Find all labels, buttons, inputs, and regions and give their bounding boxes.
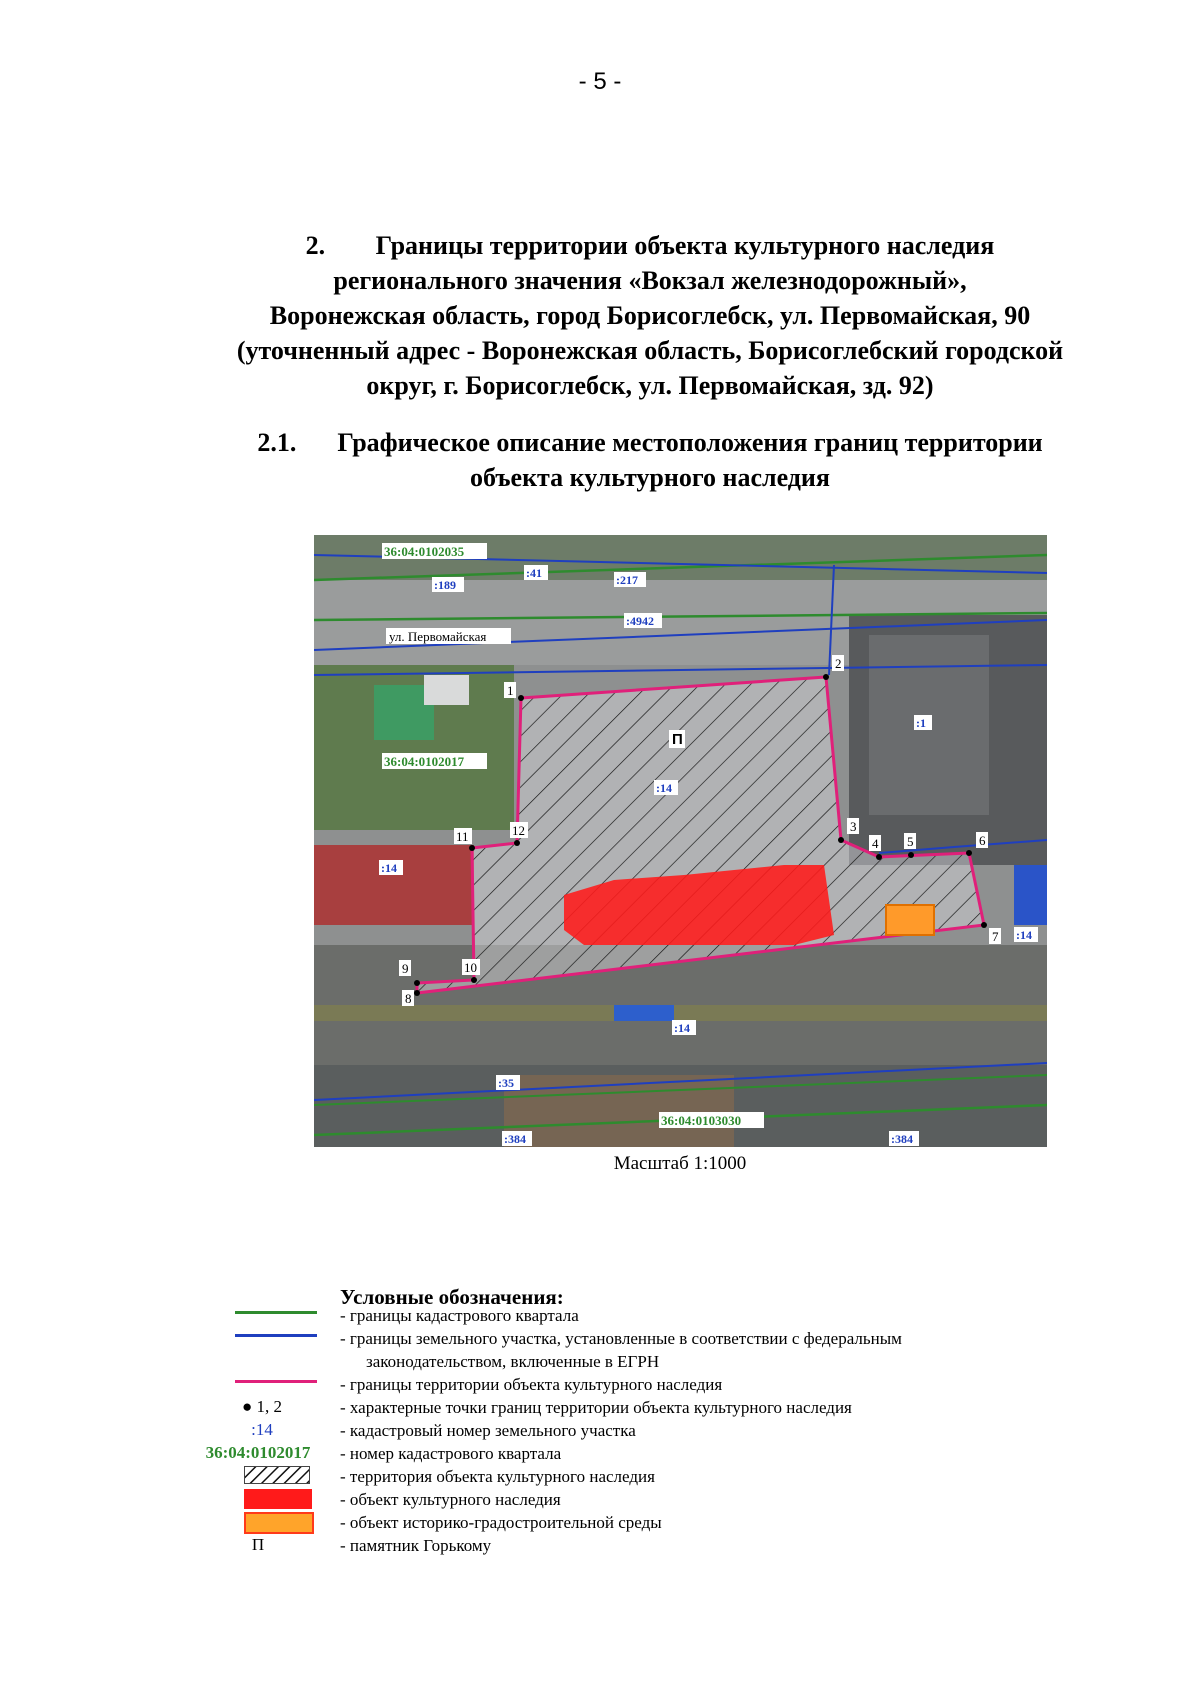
point-label-12: 12 xyxy=(512,823,525,838)
legend-row-heritage-object: - объект культурного наследия xyxy=(200,1488,1100,1511)
section-2-line-2: регионального значения «Вокзал железнодорожный», xyxy=(333,266,967,295)
parcel-label-41: :41 xyxy=(526,566,542,580)
quarter-label-2: 36:04:0102017 xyxy=(384,754,465,769)
monument-label: П xyxy=(672,731,683,748)
point-label-8: 8 xyxy=(405,991,412,1006)
green-line-symbol xyxy=(235,1311,317,1314)
legend-row-parcel-number: :14 - кадастровый номер земельного участка xyxy=(200,1419,1100,1442)
legend-row-hatch: - территория объекта культурного наследия xyxy=(200,1465,1100,1488)
legend-row-quarter-number: 36:04:0102017 - номер кадастрового квартала xyxy=(200,1442,1100,1465)
legend-row-historic-env: - объект историко-градостроительной среды xyxy=(200,1511,1100,1534)
parcel-label-14-right: :14 xyxy=(1016,928,1032,942)
street-label: ул. Первомайская xyxy=(389,629,487,644)
section-2-number: 2. xyxy=(305,231,326,260)
point-label-2: 2 xyxy=(835,656,842,671)
point-label-1: 1 xyxy=(507,683,514,698)
parcel-label-4942: :4942 xyxy=(626,614,654,628)
blue-train-car xyxy=(614,1005,674,1021)
scale-label: Масштаб 1:1000 xyxy=(613,1153,747,1174)
point-label-4: 4 xyxy=(872,836,879,851)
section-2-line-4: (уточненный адрес - Воронежская область, Борисоглебский городской xyxy=(236,336,1064,365)
section-2-1-heading xyxy=(150,425,1150,495)
magenta-line-symbol xyxy=(235,1380,317,1383)
legend-row-points: ● 1, 2 - характерные точки границ территории объекта культурного наследия xyxy=(200,1396,1100,1419)
parcel-label-14-center: :14 xyxy=(656,781,672,795)
blue-line-symbol xyxy=(235,1334,317,1337)
train-cars xyxy=(314,1005,1047,1021)
point-label-11: 11 xyxy=(456,829,469,844)
parcel-label-14-left: :14 xyxy=(381,861,397,875)
red-roof-building xyxy=(314,845,474,925)
legend-title: Условные обозначения: xyxy=(340,1285,564,1309)
point-label-6: 6 xyxy=(979,833,986,848)
point-label-9: 9 xyxy=(402,961,409,976)
page-number: - 5 - xyxy=(578,68,622,95)
legend xyxy=(200,1306,1100,1557)
bottom-warehouse xyxy=(504,1075,734,1147)
parcel-label-384-left: :384 xyxy=(504,1132,526,1146)
parcel-label-217: :217 xyxy=(616,573,638,587)
historic-environment-object xyxy=(886,905,934,935)
section-2-1-number: 2.1. xyxy=(257,428,297,457)
parcel-label-384-right: :384 xyxy=(891,1132,913,1146)
legend-row-parcel-border: - границы земельного участка, установленные в соответствии с федеральным xyxy=(200,1327,1100,1350)
map-svg xyxy=(314,535,1047,1147)
orange-box-symbol xyxy=(244,1512,314,1534)
quarter-label-1: 36:04:0102035 xyxy=(384,544,465,559)
parcel-label-35: :35 xyxy=(498,1076,514,1090)
legend-row-quarter-border: - границы кадастрового квартала xyxy=(200,1304,1100,1327)
legend-row-parcel-border-cont: законодательством, включенные в ЕГРН xyxy=(366,1352,660,1371)
cadastral-map xyxy=(314,535,1047,1147)
parcel-label-14-rail: :14 xyxy=(674,1021,690,1035)
blue-roof xyxy=(1014,865,1047,925)
quarter-number-symbol: 36:04:0102017 xyxy=(205,1443,311,1462)
monument-symbol: П xyxy=(251,1535,265,1554)
point-label-5: 5 xyxy=(907,834,914,849)
section-2-1-line-2: объекта культурного наследия xyxy=(470,463,830,492)
hatch-symbol xyxy=(244,1466,310,1484)
section-2-heading xyxy=(150,228,1150,403)
point-label-10: 10 xyxy=(464,960,477,975)
point-label-3: 3 xyxy=(850,819,857,834)
parcel-number-symbol: :14 xyxy=(251,1420,273,1439)
legend-row-heritage-border: - границы территории объекта культурного наследия xyxy=(200,1373,1100,1396)
section-2-1-line-1: 2.1. Графическое описание местоположения границ территории xyxy=(150,425,1150,460)
parcel-label-189: :189 xyxy=(434,578,456,592)
quarter-label-3: 36:04:0103030 xyxy=(661,1113,742,1128)
legend-row-monument: П - памятник Горькому xyxy=(200,1534,1100,1557)
section-2-line-5: округ, г. Борисоглебск, ул. Первомайская, зд. 92) xyxy=(366,371,934,400)
section-2-line-1: 2. Границы территории объекта культурного наследия xyxy=(150,228,1150,263)
point-symbol: ● 1, 2 xyxy=(241,1397,283,1416)
section-2-line-3: Воронежская область, город Борисоглебск, ул. Первомайская, 90 xyxy=(269,301,1031,330)
point-label-7: 7 xyxy=(992,929,999,944)
red-box-symbol xyxy=(244,1489,312,1509)
small-building xyxy=(424,675,469,705)
parcel-label-1: :1 xyxy=(916,716,926,730)
